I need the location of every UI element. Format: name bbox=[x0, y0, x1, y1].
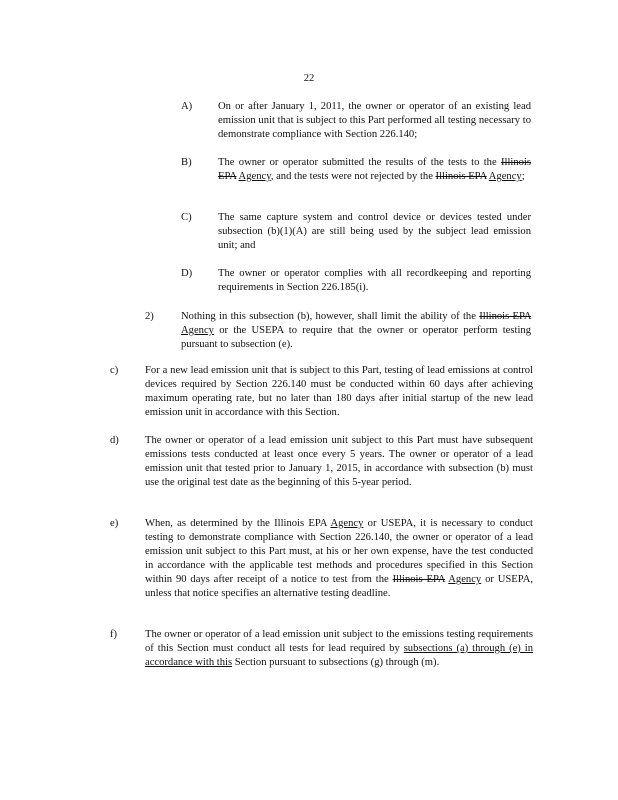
item-label: A) bbox=[181, 101, 193, 112]
item-label: f) bbox=[110, 629, 118, 640]
inserted-text: Agency bbox=[330, 518, 364, 529]
text-run: or the USEPA to require that the owner or operator perform testing pursuant to subsection (e). bbox=[181, 325, 531, 350]
struck-text: Illinois EPA bbox=[218, 157, 531, 182]
inserted-text: Agency bbox=[181, 325, 214, 336]
item-text bbox=[218, 267, 531, 295]
item-label: C) bbox=[181, 212, 192, 223]
item-text bbox=[181, 310, 531, 352]
text-run: or USEPA, it is necessary to conduct testing to demonstrate compliance with Section 226.140, the owner or operator of a lead emission unit subject to this Part must, at his or her own expense, have the test conducted in accordance with the applicable test methods and procedures specified in this Section within 90 days after receipt of a notice to test from the bbox=[145, 518, 533, 585]
text-run: On or after January 1, 2011, the owner or operator of an existing lead emission unit that is subject to this Part performed all testing necessary to demonstrate compliance with Section 226.140; bbox=[218, 101, 531, 140]
inserted-text: Agency bbox=[488, 171, 522, 182]
text-run: For a new lead emission unit that is subject to this Part, testing of lead emissions at control devices required by Section 226.140 must be conducted within 60 days after achieving maximum operating rate, but no later than 180 days after initial startup of the new lead emission unit in accordance with this Section. bbox=[145, 365, 533, 418]
item-label: e) bbox=[110, 518, 119, 529]
struck-text: Illinois EPA bbox=[435, 171, 487, 182]
item-text bbox=[218, 100, 531, 142]
item-text bbox=[218, 156, 531, 184]
item-label: c) bbox=[110, 365, 119, 376]
text-run: When, as determined by the Illinois EPA bbox=[145, 518, 331, 529]
text-run: The same capture system and control device or devices tested under subsection (b)(1)(A) are still being used by the subject lead emission unit; and bbox=[218, 212, 531, 251]
item-text bbox=[145, 364, 533, 420]
text-run: Section pursuant to subsections (g) through (m). bbox=[232, 657, 440, 668]
struck-text: Illinois EPA bbox=[479, 311, 532, 322]
text-run: The owner or operator of a lead emission unit subject to the emissions testing requirements of this Section must conduct all tests for lead required by bbox=[145, 629, 533, 654]
text-run: The owner or operator of a lead emission unit subject to this Part must have subsequent emissions tests conducted at least once every 5 years. The owner or operator of a lead emission unit that tested prior to January 1, 2015, in accordance with subsection (b) must use the original test date as the beginning of this 5-year period. bbox=[145, 435, 533, 488]
item-label: B) bbox=[181, 157, 192, 168]
struck-text: Illinois EPA bbox=[392, 574, 445, 585]
item-text bbox=[145, 628, 533, 670]
text-run: The owner or operator submitted the results of the tests to the bbox=[218, 157, 501, 168]
text-run: The owner or operator complies with all recordkeeping and reporting requirements in Section 226.185(i). bbox=[218, 268, 531, 293]
text-run: ; bbox=[521, 171, 525, 182]
text-run: , and the tests were not rejected by the bbox=[270, 171, 436, 182]
item-text bbox=[218, 211, 531, 253]
item-label: d) bbox=[110, 435, 119, 446]
inserted-text: Agency bbox=[448, 574, 482, 585]
item-text bbox=[145, 517, 533, 601]
text-run: or USEPA, unless that notice specifies an alternative testing deadline. bbox=[145, 574, 533, 599]
page-number: 22 bbox=[303, 73, 315, 84]
inserted-text: Agency bbox=[238, 171, 271, 182]
item-text bbox=[145, 434, 533, 490]
inserted-text: subsections (a) through (e) in accordance with this bbox=[145, 643, 534, 668]
item-label: 2) bbox=[145, 311, 154, 322]
text-run: Nothing in this subsection (b), however, shall limit the ability of the bbox=[181, 311, 480, 322]
item-label: D) bbox=[181, 268, 193, 279]
